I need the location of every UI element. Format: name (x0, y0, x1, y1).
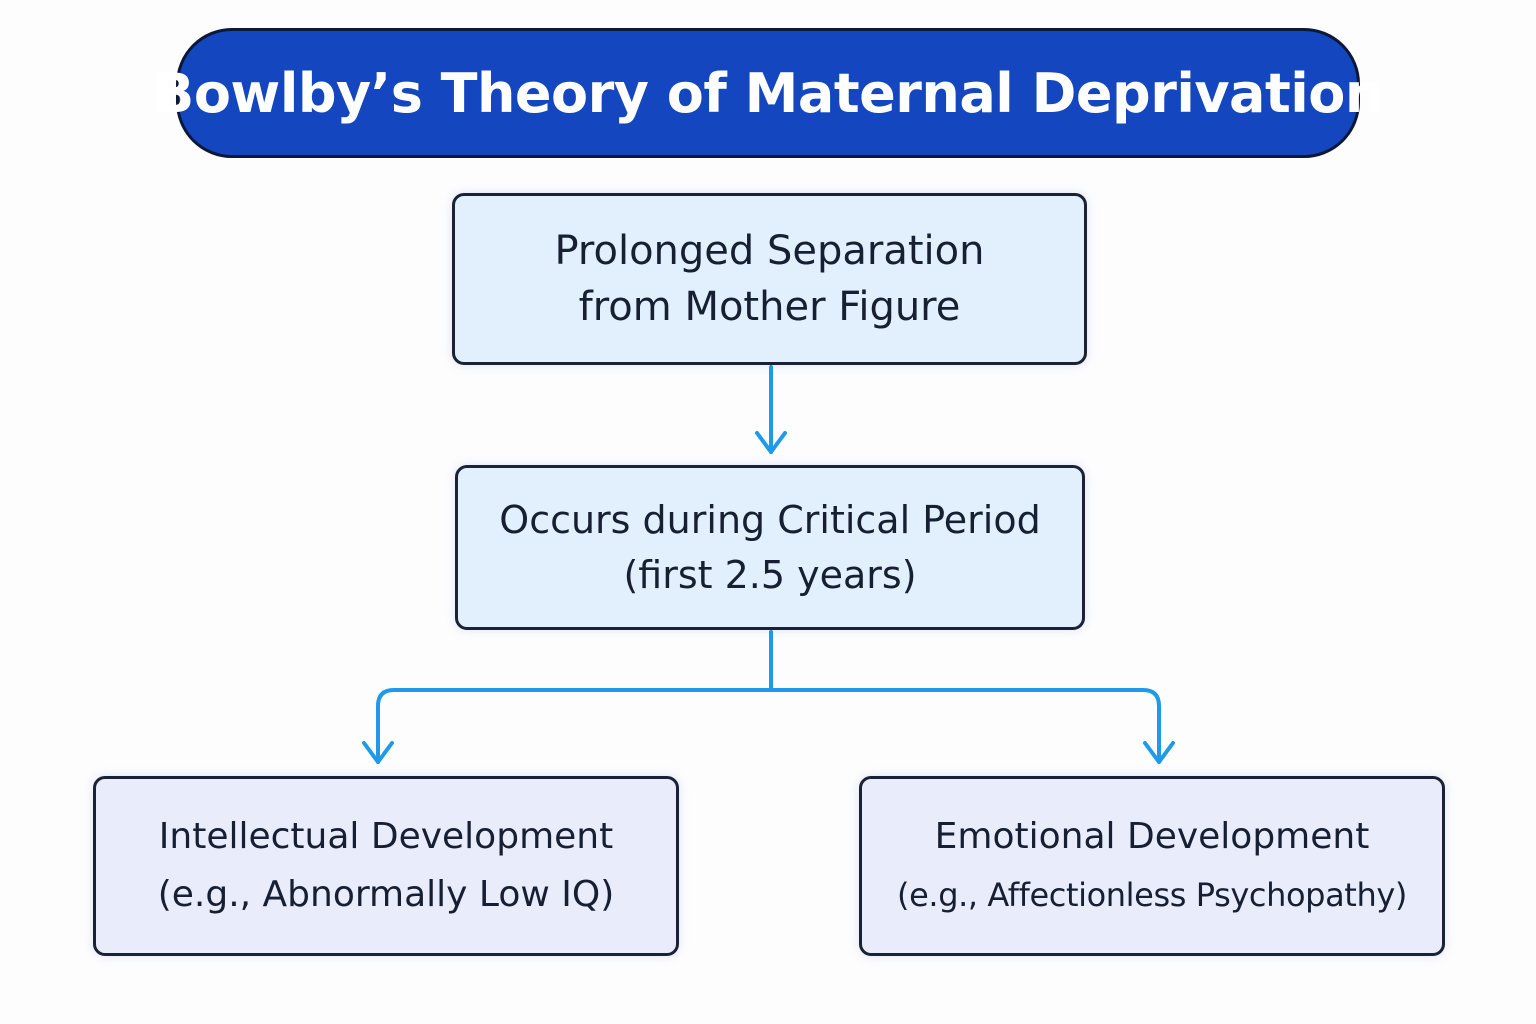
node-critical-line2: (first 2.5 years) (623, 552, 917, 597)
node-intellectual-development (93, 776, 679, 956)
node-separation-line1: Prolonged Separation (554, 228, 985, 274)
node-critical-period (455, 465, 1085, 630)
connector-branch-right (771, 690, 1159, 762)
node-intellectual-line2: (e.g., Abnormally Low IQ) (157, 874, 615, 915)
node-intellectual-line1: Intellectual Development (158, 816, 614, 857)
arrowhead-intellectual (364, 743, 392, 762)
node-separation-line2: from Mother Figure (578, 284, 961, 330)
title-banner (153, 28, 1383, 158)
diagram-title: Bowlby’s Theory of Maternal Deprivation (153, 61, 1383, 125)
arrowhead-emotional (1145, 743, 1173, 762)
node-emotional-line1: Emotional Development (934, 816, 1370, 857)
node-critical-line1: Occurs during Critical Period (499, 497, 1041, 542)
node-emotional-development (859, 776, 1445, 956)
arrowhead-critical (757, 433, 785, 452)
node-emotional-line2: (e.g., Affectionless Psychopathy) (897, 876, 1407, 914)
node-prolonged-separation (452, 193, 1087, 365)
connector-branch-left (378, 690, 771, 762)
